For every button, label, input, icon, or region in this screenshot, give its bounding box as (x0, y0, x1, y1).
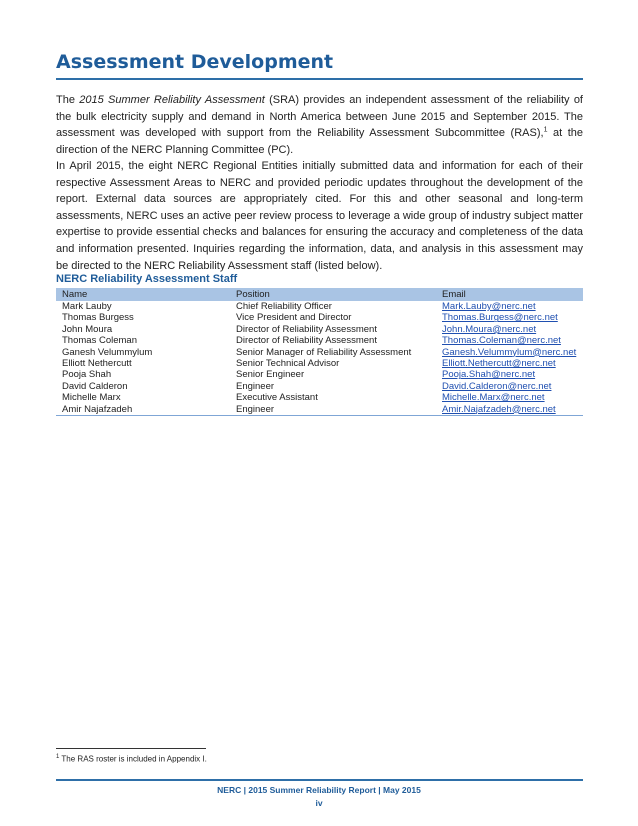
p1-before: The (56, 94, 80, 106)
table-row (56, 301, 583, 312)
report-title-italic: 2015 Summer Reliability Assessment (79, 94, 265, 106)
staff-name: Michelle Marx (62, 392, 121, 404)
staff-table (56, 288, 583, 416)
header-position: Position (230, 288, 436, 301)
staff-position: Engineer (236, 380, 275, 392)
staff-email-link[interactable]: John.Moura@nerc.net (442, 323, 537, 335)
staff-email-link[interactable]: Pooja.Shah@nerc.net (442, 369, 536, 381)
table-row (56, 369, 583, 380)
staff-name: David Calderon (62, 380, 128, 392)
header-name: Name (56, 288, 230, 301)
staff-name: Thomas Burgess (62, 312, 134, 324)
staff-name: Thomas Coleman (62, 335, 137, 347)
footnote-ref[interactable]: 1 (543, 126, 548, 134)
staff-position: Senior Technical Advisor (236, 358, 340, 370)
footer-title: NERC | 2015 Summer Reliability Report | May 2015 (217, 785, 421, 795)
staff-email-link[interactable]: Michelle.Marx@nerc.net (442, 392, 545, 404)
staff-position: Senior Manager of Reliability Assessment (236, 346, 412, 358)
table-row (56, 358, 583, 369)
footnote-text: The RAS roster is included in Appendix I. (59, 754, 207, 764)
table-row (56, 335, 583, 346)
staff-email-link[interactable]: Thomas.Burgess@nerc.net (442, 312, 558, 324)
table-row (56, 381, 583, 392)
table-row (56, 392, 583, 403)
page-number: iv (315, 798, 323, 808)
staff-position: Director of Reliability Assessment (236, 323, 377, 335)
staff-position: Engineer (230, 404, 436, 416)
table-header-row (56, 288, 583, 301)
staff-position: Chief Reliability Officer (236, 301, 332, 312)
p1-after: (SRA) provides an independent assessment of the reliability of the bulk electricity supply and demand in North America between June 2015 and September 2015. The assessment was developed with support from the Reliability Assessment Subcommittee (RAS), (56, 94, 583, 140)
header-email: Email (436, 288, 583, 301)
footnote-number: 1 (56, 754, 60, 760)
intro-paragraph (56, 92, 583, 158)
table-row (56, 404, 583, 416)
table-row (56, 324, 583, 335)
staff-position: Director of Reliability Assessment (236, 335, 377, 347)
table-row (56, 347, 583, 358)
table-row (56, 312, 583, 323)
section-heading: Assessment Development (56, 51, 334, 73)
footnote (56, 754, 207, 764)
staff-table-title: NERC Reliability Assessment Staff (56, 273, 238, 285)
staff-name: Pooja Shah (62, 369, 112, 381)
staff-email-link[interactable]: Elliott.Nethercutt@nerc.net (442, 358, 556, 370)
staff-name: Mark Lauby (62, 301, 112, 312)
footer-rule (56, 779, 583, 781)
staff-table-body (56, 301, 583, 416)
staff-email-link[interactable]: Thomas.Coleman@nerc.net (442, 335, 561, 347)
staff-name: Elliott Nethercutt (62, 358, 132, 370)
footnote-rule (56, 748, 206, 749)
staff-email-link[interactable]: Mark.Lauby@nerc.net (442, 301, 536, 312)
heading-rule (56, 78, 583, 80)
p1-end: at the direction of the NERC Planning Committee (PC). (56, 127, 583, 156)
process-paragraph: In April 2015, the eight NERC Regional Entities initially submitted data and information for each of their respective Assessment Areas to NERC and provided periodic updates throughout the development of the report. External data sources are appropriately cited. For this and other seasonal and long-term assessments, NERC uses an active peer review process to leverage a wide group of industry subject matter expertise to provide essential checks and balances for ensuring the accuracy and completeness of the data and information presented. Inquiries regarding the information, data, and analysis in this assessment may be directed to the NERC Reliability Assessment staff (listed below). (56, 160, 583, 272)
staff-position: Executive Assistant (236, 392, 318, 404)
staff-name: Ganesh Velummylum (62, 346, 153, 358)
staff-position: Senior Engineer (236, 369, 305, 381)
staff-name: Amir Najafzadeh (56, 404, 230, 416)
staff-email-link[interactable]: David.Calderon@nerc.net (442, 380, 552, 392)
staff-name: John Moura (62, 323, 113, 335)
staff-email-link[interactable]: Amir.Najafzadeh@nerc.net (442, 403, 556, 415)
staff-email-link[interactable]: Ganesh.Velummylum@nerc.net (442, 346, 577, 358)
staff-position: Vice President and Director (236, 312, 352, 324)
